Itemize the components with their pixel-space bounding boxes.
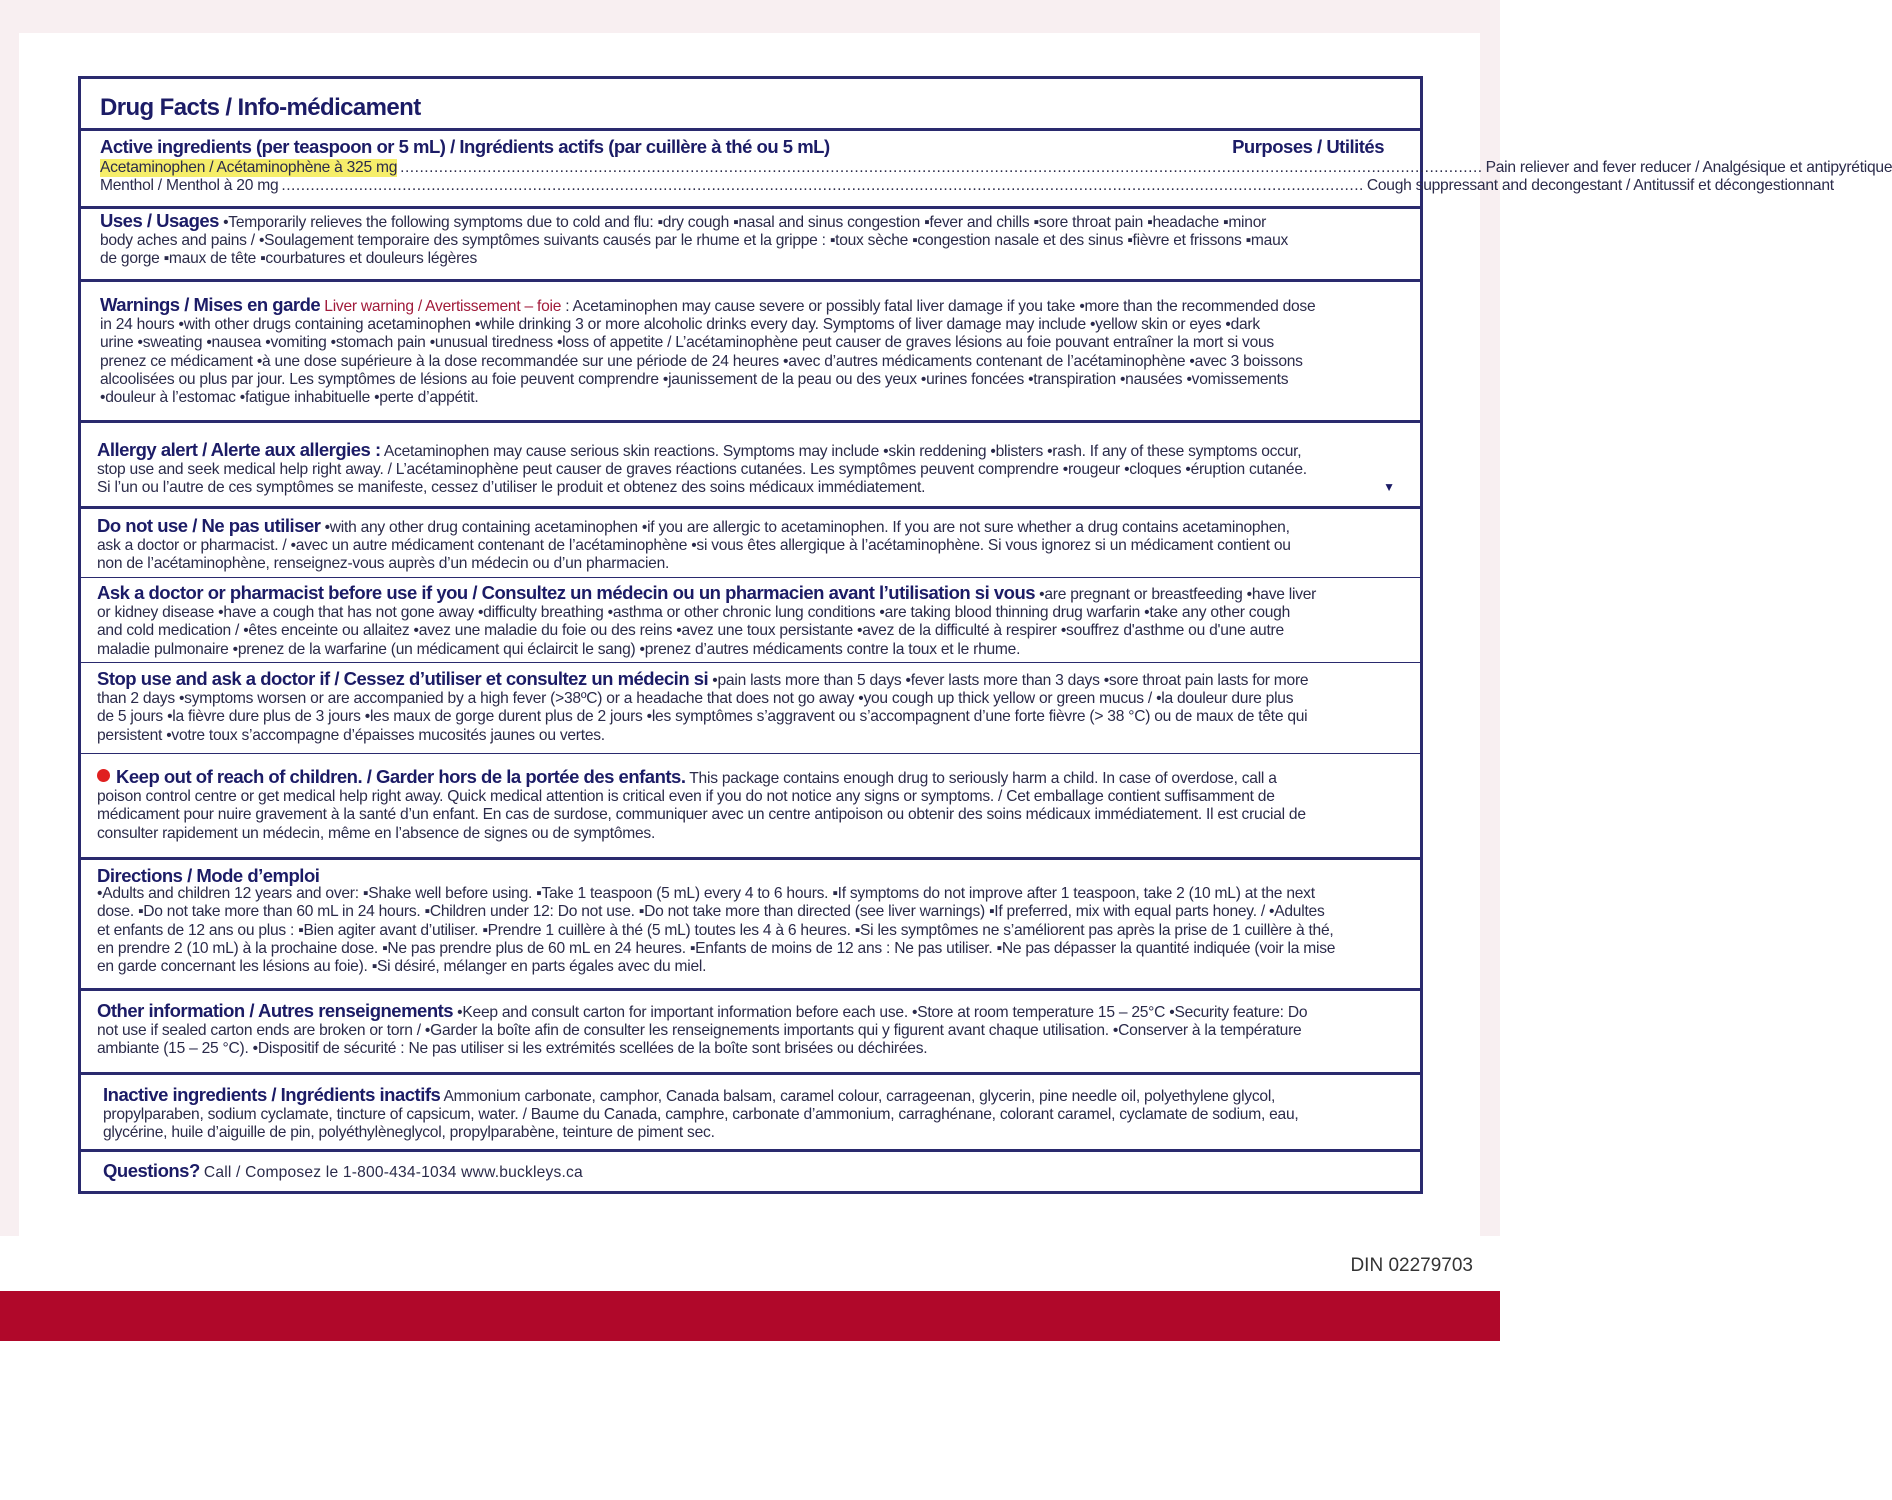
red-band xyxy=(0,1291,1500,1341)
keep-out-text: This package contains enough drug to seriously harm a child. In case of overdose, call a xyxy=(689,770,1277,787)
questions-heading: Questions? xyxy=(103,1160,200,1181)
do-not-use-heading: Do not use / Ne pas utiliser xyxy=(97,515,321,536)
ingredient-purpose: Pain reliever and fever reducer / Analgésique et antipyrétique xyxy=(1485,159,1892,176)
liver-warning-label: Liver warning / Avertissement – foie xyxy=(324,298,562,315)
other-info-heading: Other information / Autres renseignements xyxy=(97,1000,454,1021)
stop-use-text: than 2 days •symptoms worsen or are accompanied by a high fever (>38ºC) or a headache that does not go away •you cough up thick yellow or green mucus / •la douleur dure plus xyxy=(97,690,1294,708)
other-info-text: not use if sealed carton ends are broken or torn / •Garder la boîte afin de consulter les renseignements importants qui y figurent avant chaque utilisation. •Conserver à la température xyxy=(97,1022,1302,1040)
keep-out-text: consulter rapidement un médecin, même en l’absence de signes ou de symptômes. xyxy=(97,824,656,842)
title-section xyxy=(81,79,1420,131)
leader-dots: ................................................................................................................................................................................................................................ xyxy=(281,177,1364,195)
contact-text: Call / Composez le 1-800-434-1034 www.buckleys.ca xyxy=(203,1164,583,1181)
inactive-ingredients-section xyxy=(81,1075,1420,1152)
warnings-text: •douleur à l’estomac •fatigue inhabituelle •perte d’appétit. xyxy=(100,389,479,407)
stop-use-text: •pain lasts more than 5 days •fever lasts more than 3 days •sore throat pain lasts for more xyxy=(712,672,1309,689)
directions-heading: Directions / Mode d’emploi xyxy=(97,865,320,886)
ask-doctor-text: and cold medication / •êtes enceinte ou allaitez •avez une maladie du foie ou des reins •avez une toux persistante •avez de la difficulté à respirer •souffrez d'asthme ou d'une autre xyxy=(97,622,1284,640)
allergy-text: stop use and seek medical help right away. / L’acétaminophène peut causer de graves réactions cutanées. Les symptômes peuvent comprendre •rougeur •cloques •éruption cutanée. xyxy=(97,461,1307,479)
directions-text: en prendre 2 (10 mL) à la prochaine dose. ▪Ne pas prendre plus de 60 mL en 24 heures. ▪Enfants de moins de 12 ans : Ne pas utiliser. ▪Ne pas dépasser la quantité indiquée (voir la mise xyxy=(97,939,1336,957)
directions-text: en garde concernant les lésions au foie). ▪Si désiré, mélanger en parts égales avec du miel. xyxy=(97,958,707,976)
ingredient-purpose: Cough suppressant and decongestant / Antitussif et décongestionnant xyxy=(1366,177,1834,195)
uses-section xyxy=(81,209,1420,282)
drug-facts-panel xyxy=(78,76,1892,1194)
uses-text: body aches and pains / •Soulagement temporaire des symptômes suivants causés par le rhume et la grippe : ▪toux sèche ▪congestion nasale et des sinus ▪fièvre et frissons ▪maux xyxy=(100,232,1289,250)
other-info-text: •Keep and consult carton for important information before each use. •Store at room temperature 15 – 25°C •Security feature: Do xyxy=(457,1004,1308,1021)
ask-doctor-text: or kidney disease •have a cough that has not gone away •difficulty breathing •asthma or other chronic lung conditions •are taking blood thinning drug warfarin •take any other cough xyxy=(97,604,1291,622)
ask-doctor-section xyxy=(81,578,1420,663)
uses-text: de gorge ▪maux de tête ▪courbatures et douleurs légères xyxy=(100,250,477,268)
ask-doctor-heading: Ask a doctor or pharmacist before use if you / Consultez un médecin ou un pharmacien avant l’utilisation si vous xyxy=(97,582,1036,603)
allergy-text: Si l’un ou l’autre de ces symptômes se manifeste, cessez d’utiliser le produit et obtenez des soins médicaux immédiatement. xyxy=(97,479,926,497)
inactive-ingredients-heading: Inactive ingredients / Ingrédients inactifs xyxy=(103,1084,441,1105)
other-info-text: ambiante (15 – 25 °C). •Dispositif de sécurité : Ne pas utiliser si les extrémités scellées de la boîte sont brisées ou déchirées. xyxy=(97,1040,928,1058)
keep-out-heading: Keep out of reach of children. / Garder hors de la portée des enfants. xyxy=(116,766,686,787)
warnings-section xyxy=(81,282,1420,423)
leader-dots: ................................................................................................................................................................................................................................ xyxy=(400,159,1483,176)
stop-use-text: persistent •votre toux s’accompagne d’épaisses mucosités jaunes ou vertes. xyxy=(97,726,605,744)
directions-text: et enfants de 12 ans ou plus : ▪Bien agiter avant d’utiliser. ▪Prendre 1 cuillère à thé (5 mL) toutes les 4 à 6 heures. ▪Si les symptômes ne s’améliorent pas après la prise de 1 cuillère à thé, xyxy=(97,921,1334,939)
other-info-section xyxy=(81,991,1420,1075)
warnings-text: : Acetaminophen may cause severe or possibly fatal liver damage if you take •more than the recommended dose xyxy=(565,298,1316,315)
uses-heading: Uses / Usages xyxy=(100,210,219,231)
keep-out-section xyxy=(81,754,1420,860)
ingredient-name: Menthol / Menthol à 20 mg xyxy=(100,177,279,195)
keep-out-text: poison control centre or get medical help right away. Quick medical attention is critical even if you do not notice any signs or symptoms. / Cet emballage contient suffisamment de xyxy=(97,788,1275,806)
ingredient-row xyxy=(100,159,1892,177)
purposes-heading: Purposes / Utilités xyxy=(1232,136,1384,157)
directions-section xyxy=(81,860,1420,991)
warnings-text: in 24 hours •with other drugs containing acetaminophen •while drinking 3 or more alcoholic drinks every day. Symptoms of liver damage may include •yellow skin or eyes •dark xyxy=(100,316,1260,334)
directions-text: dose. ▪Do not take more than 60 mL in 24 hours. ▪Children under 12: Do not use. ▪Do not take more than directed (see liver warnings) ▪If preferred, mix with equal parts honey. / •Adultes xyxy=(97,903,1325,921)
ask-doctor-text: maladie pulmonaire •prenez de la warfarine (un médicament qui éclaircit le sang) •prenez d’autres médicaments contre la toux et le rhume. xyxy=(97,640,1021,658)
inactive-ingredients-text: glycérine, huile d’aiguille de pin, polyéthylèneglycol, propylparabène, teinture de piment sec. xyxy=(103,1124,715,1142)
din-number: DIN 02279703 xyxy=(1350,1255,1473,1276)
do-not-use-text: •with any other drug containing acetaminophen •if you are allergic to acetaminophen. If you are not sure whether a drug contains acetaminophen, xyxy=(324,519,1290,536)
active-ingredients-heading: Active ingredients (per teaspoon or 5 mL) / Ingrédients actifs (par cuillère à thé ou 5 mL) xyxy=(100,136,830,157)
warnings-text: alcoolisées ou plus par jour. Les symptômes de lésions au foie peuvent comprendre •jaunissement de la peau ou des yeux •urines foncées •transpiration •nausées •vomissements xyxy=(100,370,1289,388)
down-arrow-icon: ▼ xyxy=(1383,480,1395,494)
ingredient-row xyxy=(100,177,1834,195)
warnings-text: urine •sweating •nausea •vomiting •stomach pain •unusual tiredness •loss of appetite / L’acétaminophène peut causer de graves lésions au foie pouvant entraîner la mort si vous xyxy=(100,334,1274,352)
active-ingredients-section xyxy=(81,131,1892,209)
allergy-section xyxy=(81,423,1420,509)
allergy-heading: Allergy alert / Alerte aux allergies : xyxy=(97,439,381,460)
red-bullet-icon xyxy=(97,769,110,782)
stop-use-section xyxy=(81,663,1420,754)
questions-section xyxy=(81,1152,1420,1194)
directions-text: •Adults and children 12 years and over: ▪Shake well before using. ▪Take 1 teaspoon (5 mL) every 4 to 6 hours. ▪If symptoms do not improve after 1 teaspoon, take 2 (10 mL) at the next xyxy=(97,885,1315,903)
ingredient-name: Acetaminophen / Acétaminophène à 325 mg xyxy=(100,159,398,176)
page-title: Drug Facts / Info-médicament xyxy=(100,94,421,121)
keep-out-text: médicament pour nuire gravement à la santé d’un enfant. En cas de surdose, communiquer avec un centre antipoison ou obtenir des soins médicaux immédiatement. Il est crucial de xyxy=(97,806,1306,824)
stop-use-heading: Stop use and ask a doctor if / Cessez d’utiliser et consultez un médecin si xyxy=(97,668,709,689)
warnings-heading: Warnings / Mises en garde xyxy=(100,294,321,315)
inactive-ingredients-text: propylparaben, sodium cyclamate, tincture of capsicum, water. / Baume du Canada, camphre, carbonate d’ammonium, carraghénane, colorant caramel, cyclamate de sodium, eau, xyxy=(103,1106,1299,1124)
inactive-ingredients-text: Ammonium carbonate, camphor, Canada balsam, caramel colour, carrageenan, glycerin, pine needle oil, polyethylene glycol, xyxy=(443,1088,1276,1105)
uses-text: •Temporarily relieves the following symptoms due to cold and flu: ▪dry cough ▪nasal and sinus congestion ▪fever and chills ▪sore throat pain ▪headache ▪minor xyxy=(223,214,1267,231)
warnings-text: prenez ce médicament •à une dose supérieure à la dose recommandée sur une période de 24 heures •avec d’autres médicaments contenant de l’acétaminophène •avec 3 boissons xyxy=(100,352,1303,370)
do-not-use-text: non de l’acétaminophène, renseignez-vous auprès d’un médecin ou d’un pharmacien. xyxy=(97,555,670,573)
stop-use-text: de 5 jours •la fièvre dure plus de 3 jours •les maux de gorge durent plus de 2 jours •les symptômes s’aggravent ou s’accompagnent d’une forte fièvre (> 38 °C) ou de maux de tête qui xyxy=(97,708,1308,726)
do-not-use-text: ask a doctor or pharmacist. / •avec un autre médicament contenant de l’acétaminophène •si vous êtes allergique à l’acétaminophène. Si vous ignorez si un médicament contient ou xyxy=(97,537,1291,555)
allergy-text: Acetaminophen may cause serious skin reactions. Symptoms may include •skin reddening •blisters •rash. If any of these symptoms occur, xyxy=(383,443,1302,460)
do-not-use-section xyxy=(81,509,1420,578)
ask-doctor-text: •are pregnant or breastfeeding •have liver xyxy=(1039,586,1317,603)
